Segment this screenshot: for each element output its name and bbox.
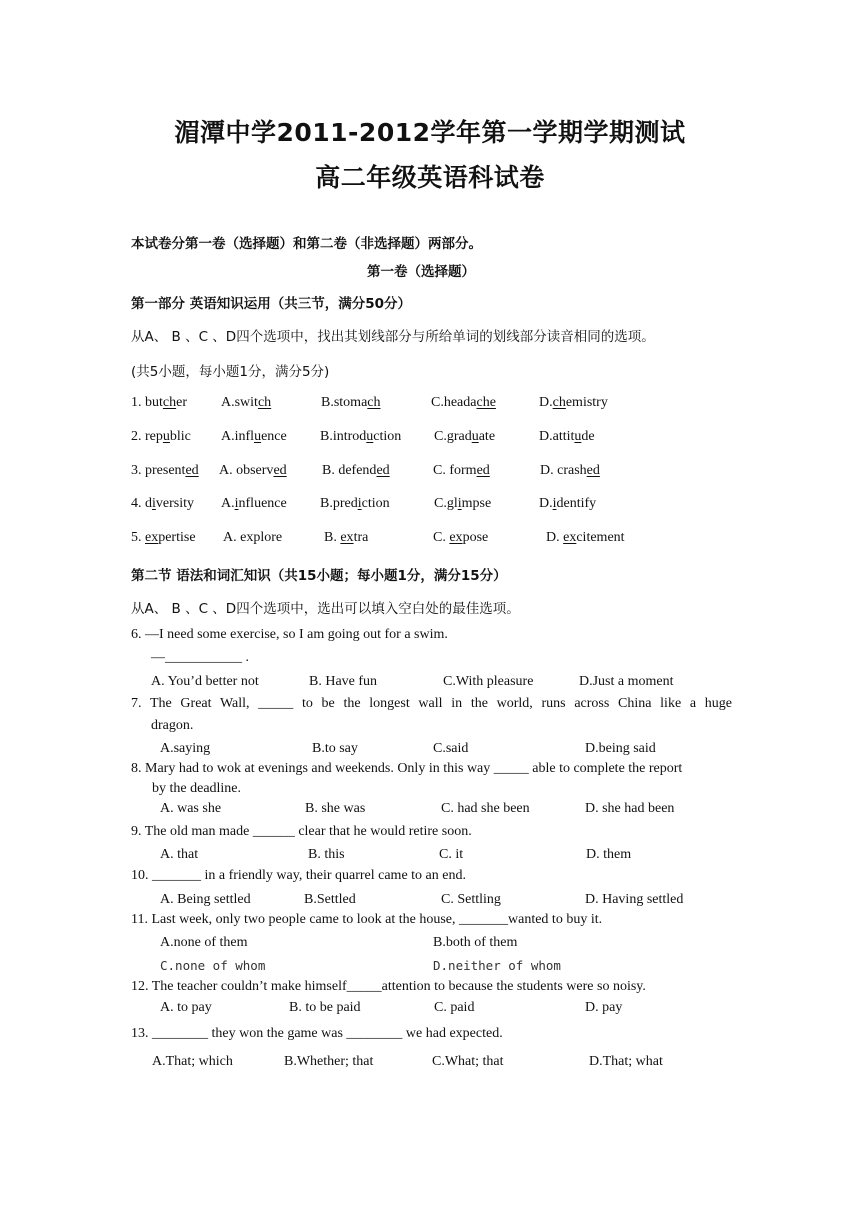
option-c: C.none of whom xyxy=(160,958,266,973)
underlined-letters: ed xyxy=(586,463,600,478)
word-segment: tra xyxy=(353,530,369,545)
word-segment: C.heada xyxy=(431,395,477,410)
underlined-letters: ed xyxy=(273,463,287,478)
option-d: D.Just a moment xyxy=(579,674,674,689)
word-segment: B.stoma xyxy=(321,395,368,410)
option-c: C. Settling xyxy=(441,892,501,907)
underlined-letters: ch xyxy=(162,395,177,410)
word-segment: versity xyxy=(155,496,194,511)
option-c: C. had she been xyxy=(441,801,530,816)
phonetic-question xyxy=(131,530,196,546)
word-segment: A. explore xyxy=(223,530,283,545)
underlined-letters: ex xyxy=(145,530,159,545)
question-stem: 8. Mary had to wok at evenings and weekends. Only in this way _____ able to complete the report xyxy=(131,761,683,776)
option-d: D. Having settled xyxy=(585,892,684,907)
underlined-letters: i xyxy=(552,496,557,511)
underlined-letters: ch xyxy=(552,395,566,410)
option-a: A.saying xyxy=(160,741,211,756)
option-d: D. pay xyxy=(585,1000,623,1015)
option-d: D.being said xyxy=(585,741,656,756)
word-segment: de xyxy=(581,429,595,444)
word-segment: B.introd xyxy=(320,429,367,444)
phonetic-question xyxy=(131,496,194,512)
volume-heading: 第一卷（选择题） xyxy=(367,264,475,280)
option-b: B.Settled xyxy=(304,892,356,907)
section2-instruction: 从A、 B 、C 、D四个选项中，选出可以填入空白处的最佳选项。 xyxy=(131,601,520,617)
question-stem: 6. —I need some exercise, so I am going out for a swim. xyxy=(131,627,448,642)
section1-points: (共5小题，每小题1分，满分5分) xyxy=(131,364,330,380)
option-b: B. Have fun xyxy=(309,674,378,689)
phonetic-option-a xyxy=(221,496,287,512)
question-stem: 11. Last week, only two people came to look at the house, _______wanted to buy it. xyxy=(131,912,603,927)
underlined-letters: u xyxy=(471,429,479,444)
question-stem-continued: by the deadline. xyxy=(152,781,242,796)
option-b: B.both of them xyxy=(433,935,518,950)
word-segment: ction xyxy=(361,496,390,511)
phonetic-question xyxy=(131,395,187,411)
option-d: D. them xyxy=(586,847,632,862)
option-b: B. she was xyxy=(305,801,366,816)
option-b: B.to say xyxy=(312,741,358,756)
section1-instruction: 从A、 B 、C 、D四个选项中，找出其划线部分与所给单词的划线部分读音相同的选项。 xyxy=(131,329,655,345)
word-segment: C.grad xyxy=(434,429,472,444)
phonetic-option-c xyxy=(433,530,488,546)
option-c: C.What; that xyxy=(432,1054,504,1069)
word-segment: 5. xyxy=(131,530,145,545)
phonetic-option-d xyxy=(540,463,600,479)
word-segment: D. xyxy=(546,530,564,545)
word-segment: C.gl xyxy=(434,496,458,511)
option-a: A.none of them xyxy=(160,935,248,950)
phonetic-option-c xyxy=(434,429,495,445)
underlined-letters: ch xyxy=(367,395,381,410)
underlined-letters: i xyxy=(357,496,362,511)
word-segment: pertise xyxy=(158,530,196,545)
word-segment: pose xyxy=(462,530,489,545)
underlined-letters: ed xyxy=(476,463,490,478)
underlined-letters: che xyxy=(476,395,496,410)
phonetic-option-b xyxy=(321,395,381,411)
word-segment: A. observ xyxy=(219,463,274,478)
option-c: C. paid xyxy=(434,1000,475,1015)
word-segment: 2. rep xyxy=(131,429,163,444)
word-segment: 3. present xyxy=(131,463,186,478)
question-stem-continued: —___________ . xyxy=(151,650,249,665)
word-segment: mpse xyxy=(461,496,492,511)
word-segment: D.attit xyxy=(539,429,575,444)
question-stem: 12. The teacher couldn’t make himself_____attention to because the students were so noisy. xyxy=(131,979,646,994)
word-segment: nfluence xyxy=(238,496,287,511)
phonetic-option-a xyxy=(219,463,287,479)
underlined-letters: ex xyxy=(563,530,577,545)
document-title: 湄潭中学2011-2012学年第一学期学期测试 xyxy=(174,118,686,147)
option-d: D.That; what xyxy=(589,1054,663,1069)
phonetic-option-a xyxy=(221,395,271,411)
word-segment: ate xyxy=(478,429,496,444)
option-c: C.With pleasure xyxy=(443,674,534,689)
word-segment: B.pred xyxy=(320,496,358,511)
word-segment: A.swit xyxy=(221,395,258,410)
word-segment: B. defend xyxy=(322,463,377,478)
underlined-letters: i xyxy=(457,496,462,511)
option-b: B.Whether; that xyxy=(284,1054,374,1069)
word-segment: B. xyxy=(324,530,341,545)
word-segment: D. crash xyxy=(540,463,587,478)
phonetic-option-c xyxy=(434,496,491,512)
word-segment: blic xyxy=(169,429,191,444)
phonetic-option-c xyxy=(431,395,496,411)
underlined-letters: ed xyxy=(376,463,390,478)
phonetic-option-d xyxy=(539,395,608,411)
section2-heading: 第二节 语法和词汇知识（共15小题；每小题1分，满分15分） xyxy=(131,568,507,584)
underlined-letters: ed xyxy=(185,463,199,478)
word-segment: D. xyxy=(539,496,553,511)
option-a: A.That; which xyxy=(152,1054,233,1069)
phonetic-option-b xyxy=(320,496,390,512)
phonetic-option-b xyxy=(320,429,401,445)
underlined-letters: u xyxy=(162,429,170,444)
word-segment: er xyxy=(176,395,187,410)
word-segment: 1. but xyxy=(131,395,163,410)
word-segment: C. form xyxy=(433,463,477,478)
option-c: C.said xyxy=(433,741,469,756)
word-segment: emistry xyxy=(565,395,608,410)
phonetic-option-b xyxy=(324,530,368,546)
phonetic-option-d xyxy=(539,429,595,445)
question-stem-continued: dragon. xyxy=(151,718,194,733)
underlined-letters: u xyxy=(254,429,262,444)
word-segment: C. xyxy=(433,530,450,545)
document-subtitle: 高二年级英语科试卷 xyxy=(315,163,545,192)
word-segment: A.infl xyxy=(221,429,255,444)
underlined-letters: ch xyxy=(257,395,272,410)
phonetic-option-d xyxy=(539,496,596,512)
option-a: A. Being settled xyxy=(160,892,251,907)
word-segment: citement xyxy=(576,530,625,545)
underlined-letters: i xyxy=(234,496,239,511)
phonetic-option-c xyxy=(433,463,490,479)
option-a: A. that xyxy=(160,847,199,862)
question-stem: 10. _______ in a friendly way, their quarrel came to an end. xyxy=(131,868,466,883)
underlined-letters: ex xyxy=(449,530,463,545)
phonetic-option-d xyxy=(546,530,625,546)
option-a: A. was she xyxy=(160,801,222,816)
question-stem: 13. ________ they won the game was ________ we had expected. xyxy=(131,1026,503,1041)
option-d: D.neither of whom xyxy=(433,958,561,973)
underlined-letters: u xyxy=(366,429,374,444)
phonetic-question xyxy=(131,463,199,479)
option-a: A. You’d better not xyxy=(151,674,259,689)
word-segment: ction xyxy=(373,429,402,444)
option-b: B. to be paid xyxy=(289,1000,361,1015)
word-segment: dentify xyxy=(556,496,597,511)
option-c: C. it xyxy=(439,847,464,862)
word-segment: D. xyxy=(539,395,553,410)
word-segment: ence xyxy=(261,429,287,444)
underlined-letters: u xyxy=(574,429,582,444)
phonetic-option-b xyxy=(322,463,390,479)
phonetic-question xyxy=(131,429,191,445)
part1-heading: 第一部分 英语知识运用（共三节，满分50分） xyxy=(131,296,411,312)
underlined-letters: i xyxy=(152,496,156,511)
question-stem: 9. The old man made ______ clear that he would retire soon. xyxy=(131,824,472,839)
word-segment: A. xyxy=(221,496,235,511)
option-a: A. to pay xyxy=(160,1000,212,1015)
option-d: D. she had been xyxy=(585,801,675,816)
intro-text: 本试卷分第一卷（选择题）和第二卷（非选择题）两部分。 xyxy=(131,236,482,252)
phonetic-option-a xyxy=(221,429,287,445)
question-stem: 7. The Great Wall, _____ to be the longest wall in the world, runs across China like a huge xyxy=(131,696,732,711)
option-b: B. this xyxy=(308,847,345,862)
word-segment: 4. d xyxy=(131,496,152,511)
phonetic-option-a xyxy=(223,530,282,546)
underlined-letters: ex xyxy=(340,530,354,545)
